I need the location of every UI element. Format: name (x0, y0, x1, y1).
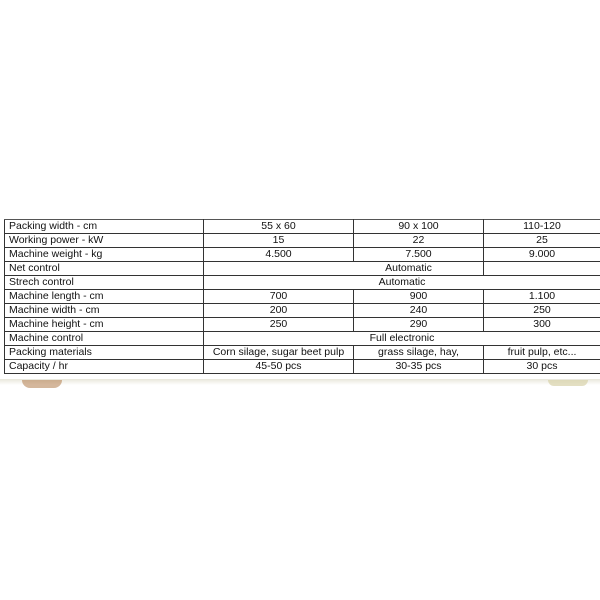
row-label: Machine height - cm (5, 318, 204, 332)
value-model-3: 250 (484, 304, 600, 318)
machine-spec-table (4, 219, 600, 374)
row-label: Strech control (5, 276, 204, 290)
merged-value: Automatic (204, 276, 600, 290)
value-model-2: 240 (354, 304, 484, 318)
row-label: Net control (5, 262, 204, 276)
value-model-2: 22 (354, 234, 484, 248)
row-label: Machine width - cm (5, 304, 204, 318)
value-model-3: 9.000 (484, 248, 600, 262)
value-model-3: 300 (484, 318, 600, 332)
row-label: Machine control (5, 332, 204, 346)
table-row-capacity (5, 360, 600, 374)
row-label: Working power - kW (5, 234, 204, 248)
table-row-machine-height (5, 318, 600, 332)
value-model-3: 25 (484, 234, 600, 248)
value-model-3: 110-120 (484, 220, 600, 234)
value-model-2: 900 (354, 290, 484, 304)
machine-spec-table-container (4, 219, 600, 374)
row-label: Packing materials (5, 346, 204, 360)
value-model-3: 30 pcs (484, 360, 600, 374)
table-row-working-power (5, 234, 600, 248)
value-model-2: 90 x 100 (354, 220, 484, 234)
row-label: Machine length - cm (5, 290, 204, 304)
merged-value: Full electronic (204, 332, 600, 346)
cropped-background-strip (0, 379, 600, 385)
value-model-1: 45-50 pcs (204, 360, 354, 374)
table-row-net-control (5, 262, 600, 276)
table-row-machine-width (5, 304, 600, 318)
cropped-background-shape-left (22, 380, 62, 388)
value-model-1: 55 x 60 (204, 220, 354, 234)
table-row-machine-length (5, 290, 600, 304)
value-model-1: 700 (204, 290, 354, 304)
row-label: Packing width - cm (5, 220, 204, 234)
value-model-2: 30-35 pcs (354, 360, 484, 374)
value-model-2: grass silage, hay, (354, 346, 484, 360)
cropped-background-shape-right (548, 380, 588, 386)
value-model-3: 1.100 (484, 290, 600, 304)
table-row-strech-control (5, 276, 600, 290)
empty-cell (484, 262, 600, 276)
row-label: Machine weight - kg (5, 248, 204, 262)
table-row-machine-weight (5, 248, 600, 262)
merged-value (204, 262, 484, 276)
value-model-1: 250 (204, 318, 354, 332)
merged-value-text: Automatic (385, 262, 432, 274)
value-model-3: fruit pulp, etc... (484, 346, 600, 360)
row-label: Capacity / hr (5, 360, 204, 374)
table-row-packing-materials (5, 346, 600, 360)
value-model-1: 4.500 (204, 248, 354, 262)
table-row-machine-control (5, 332, 600, 346)
table-row-packing-width (5, 220, 600, 234)
value-model-1: 200 (204, 304, 354, 318)
value-model-1: 15 (204, 234, 354, 248)
value-model-1: Corn silage, sugar beet pulp (204, 346, 354, 360)
value-model-2: 7.500 (354, 248, 484, 262)
value-model-2: 290 (354, 318, 484, 332)
